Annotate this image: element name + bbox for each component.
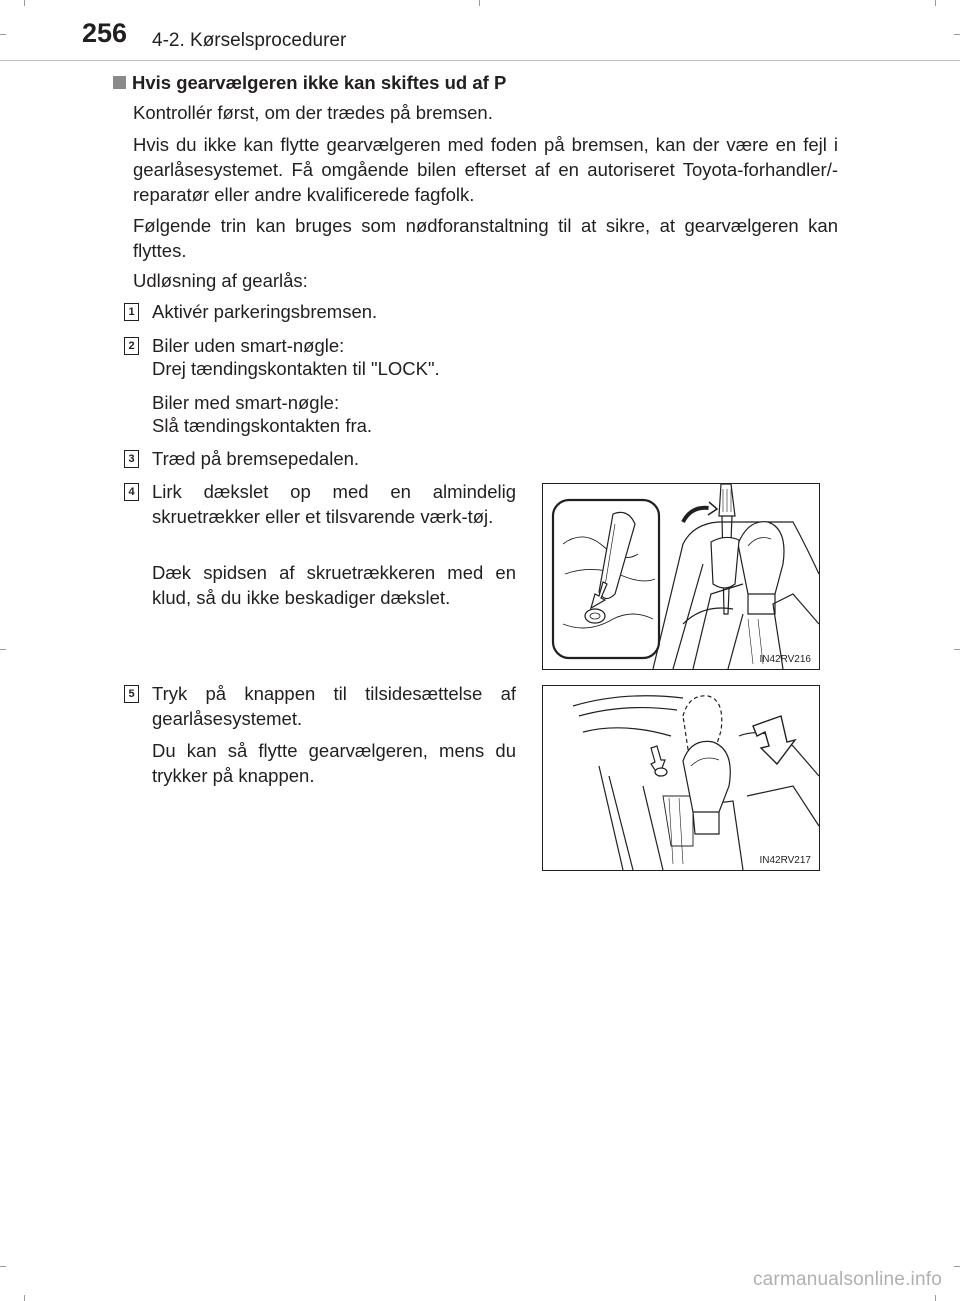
step-text: Du kan så flytte gearvælgeren, mens du trykker på knappen. bbox=[152, 740, 516, 786]
paragraph: Hvis du ikke kan flytte gearvælgeren med foden på bremsen, kan der være en fejl i gearlåsesystemet. Få omgående bilen efterset af en autoriseret Toyota-forhandler/-reparatør eller andre kvalificerede fagfolk. bbox=[133, 134, 838, 205]
crop-mark bbox=[0, 649, 6, 650]
crop-mark bbox=[954, 34, 960, 35]
crop-mark bbox=[954, 649, 960, 650]
section-title: 4-2. Kørselsprocedurer bbox=[152, 30, 347, 51]
step-number: 2 bbox=[124, 337, 139, 355]
step-text: Træd på bremsepedalen. bbox=[152, 448, 360, 469]
step-text: Drej tændingskontakten til "LOCK". bbox=[152, 358, 440, 379]
crop-mark bbox=[935, 0, 936, 6]
page-number: 256 bbox=[82, 18, 128, 48]
screwdriver-cover-illustration-icon bbox=[543, 484, 819, 669]
section-heading-text: Hvis gearvælgeren ikke kan skiftes ud af P bbox=[132, 72, 507, 93]
figure-screwdriver bbox=[542, 483, 820, 670]
crop-mark bbox=[935, 1295, 936, 1301]
step-number: 1 bbox=[124, 303, 139, 321]
shift-lock-button-illustration-icon bbox=[543, 686, 819, 870]
step-number: 4 bbox=[124, 483, 139, 501]
crop-mark bbox=[0, 1266, 6, 1267]
figure-code: IN42RV217 bbox=[759, 855, 811, 866]
step-text: Tryk på knappen til tilsidesættelse af gearlåsesystemet. bbox=[152, 683, 516, 729]
step-text: Dæk spidsen af skruetrækkeren med en klud, så du ikke beskadiger dækslet. bbox=[152, 562, 516, 608]
step-text: Lirk dækslet op med en almindelig skruetrækker eller et tilsvarende værk-tøj. bbox=[152, 481, 516, 527]
figure-shift-lock bbox=[542, 685, 820, 871]
paragraph: Følgende trin kan bruges som nødforanstaltning til at sikre, at gearvælgeren kan flyttes. bbox=[133, 215, 838, 261]
step-text: Aktivér parkeringsbremsen. bbox=[152, 301, 378, 322]
header-divider bbox=[0, 60, 960, 61]
step-number: 3 bbox=[124, 450, 139, 468]
step-text: Biler med smart-nøgle: bbox=[152, 392, 340, 413]
paragraph: Udløsning af gearlås: bbox=[133, 270, 308, 291]
crop-mark bbox=[24, 0, 25, 6]
crop-mark bbox=[24, 1295, 25, 1301]
step-number: 5 bbox=[124, 685, 139, 703]
step-text: Slå tændingskontakten fra. bbox=[152, 415, 373, 436]
crop-mark bbox=[0, 34, 6, 35]
crop-mark bbox=[954, 1266, 960, 1267]
watermark: carmanualsonline.info bbox=[752, 1269, 942, 1290]
step-text: Biler uden smart-nøgle: bbox=[152, 335, 345, 356]
crop-mark bbox=[479, 0, 480, 6]
paragraph: Kontrollér først, om der trædes på bremsen. bbox=[133, 102, 493, 123]
section-heading bbox=[113, 72, 506, 94]
square-bullet-icon bbox=[113, 76, 126, 89]
figure-code: IN42RV216 bbox=[759, 654, 811, 665]
